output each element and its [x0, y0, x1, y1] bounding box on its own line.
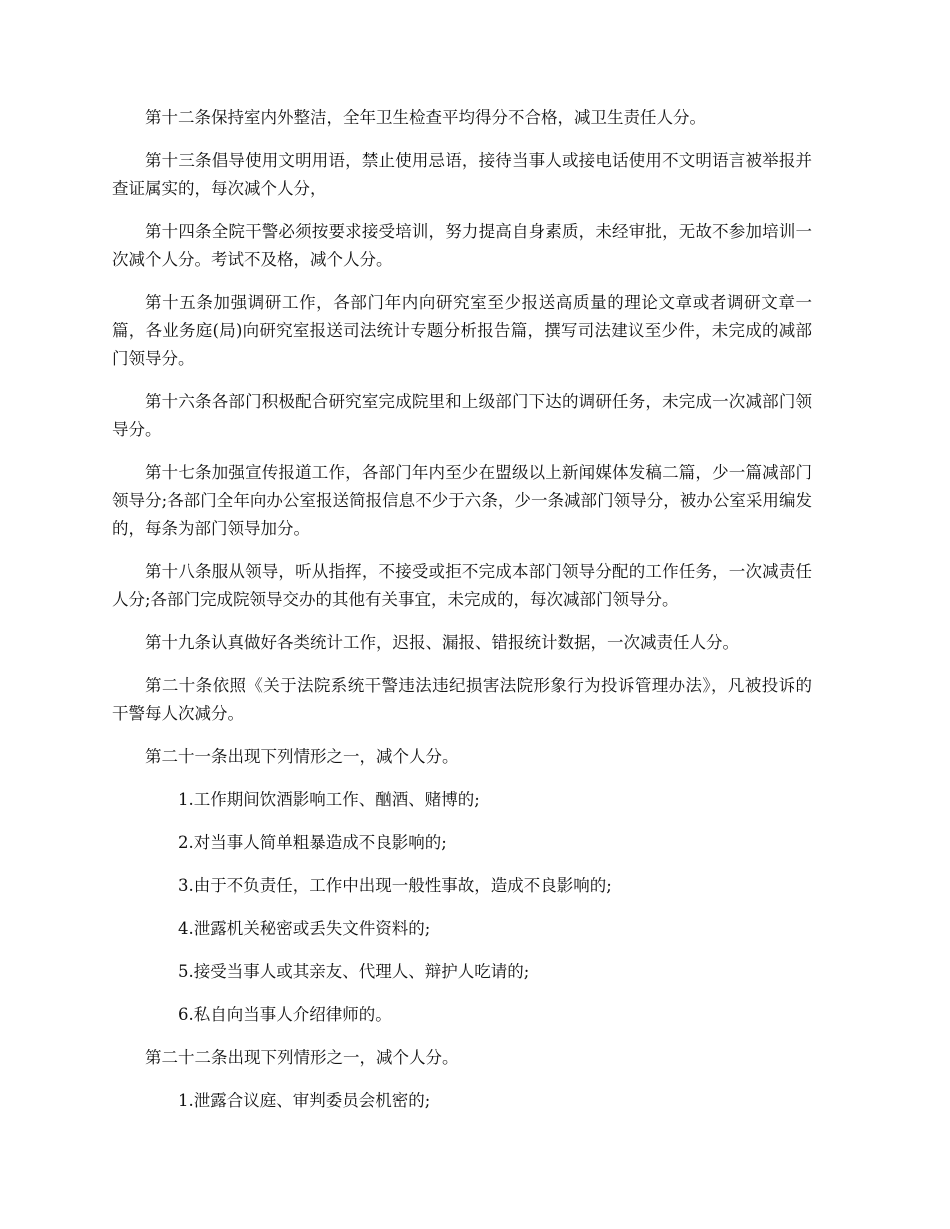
document-page	[112, 104, 812, 1130]
article-21-item-5: 5.接受当事人或其亲友、代理人、辩护人吃请的;	[178, 962, 530, 981]
article-14: 第十四条全院干警必须按要求接受培训，努力提高自身素质，未经审批，无故不参加培训一次减个人分。考试不及格，减个人分。	[112, 222, 812, 269]
article-15: 第十五条加强调研工作，各部门年内向研究室至少报送高质量的理论文章或者调研文章一篇，各业务庭(局)向研究室报送司法统计专题分析报告篇，撰写司法建议至少件，未完成的减部门领导分。	[112, 293, 812, 368]
article-21: 第二十一条出现下列情形之一，减个人分。	[145, 747, 459, 766]
article-19: 第十九条认真做好各类统计工作，迟报、漏报、错报统计数据，一次减责任人分。	[145, 633, 739, 652]
article-22-item-1: 1.泄露合议庭、审判委员会机密的;	[178, 1091, 431, 1110]
article-21-item-6: 6.私自向当事人介绍律师的。	[178, 1005, 392, 1024]
article-20: 第二十条依照《关于法院系统干警违法违纪损害法院形象行为投诉管理办法》，凡被投诉的干警每人次减分。	[112, 676, 812, 723]
article-21-item-4: 4.泄露机关秘密或丢失文件资料的;	[178, 919, 431, 938]
article-21-item-2: 2.对当事人简单粗暴造成不良影响的;	[178, 833, 447, 852]
article-21-item-3: 3.由于不负责任，工作中出现一般性事故，造成不良影响的;	[178, 876, 612, 895]
article-13: 第十三条倡导使用文明用语，禁止使用忌语，接待当事人或接电话使用不文明语言被举报并查证属实的，每次减个人分，	[112, 151, 812, 198]
article-17: 第十七条加强宣传报道工作，各部门年内至少在盟级以上新闻媒体发稿二篇，少一篇减部门领导分;各部门全年向办公室报送简报信息不少于六条，少一条减部门领导分，被办公室采用编发的，每条为部门领导加分。	[112, 463, 812, 538]
article-16: 第十六条各部门积极配合研究室完成院里和上级部门下达的调研任务，未完成一次减部门领导分。	[112, 392, 812, 439]
article-21-item-1: 1.工作期间饮酒影响工作、酗酒、赌博的;	[178, 790, 480, 809]
article-12: 第十二条保持室内外整洁，全年卫生检查平均得分不合格，减卫生责任人分。	[145, 108, 706, 127]
article-18: 第十八条服从领导，听从指挥，不接受或拒不完成本部门领导分配的工作任务，一次减责任人分;各部门完成院领导交办的其他有关事宜，未完成的，每次减部门领导分。	[112, 562, 812, 609]
article-22: 第二十二条出现下列情形之一，减个人分。	[145, 1048, 459, 1067]
